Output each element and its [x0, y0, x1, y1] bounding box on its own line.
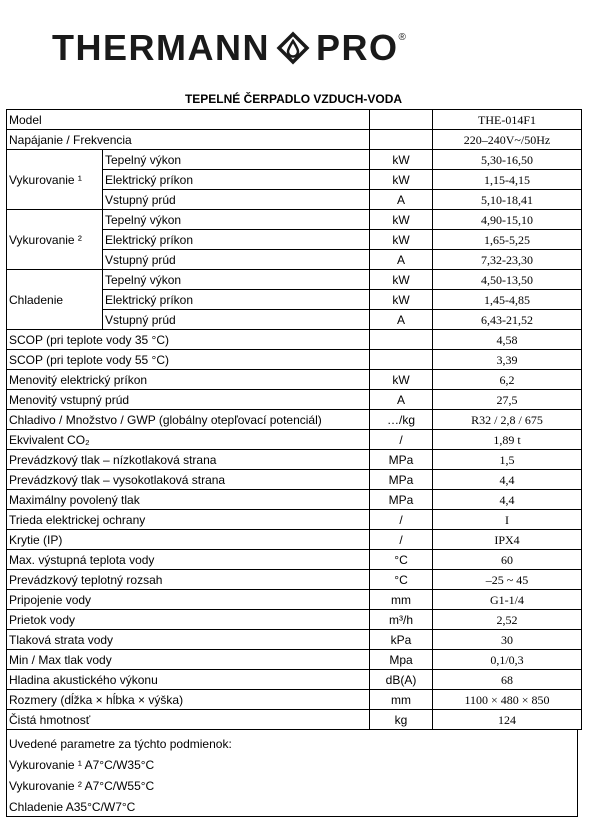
param-value: R32 / 2,8 / 675 [433, 410, 582, 430]
param-label: Menovitý elektrický príkon [7, 370, 370, 390]
document-title: TEPELNÉ ČERPADLO VZDUCH-VODA [184, 92, 403, 106]
param-label: Elektrický príkon [103, 230, 370, 250]
param-unit: kW [370, 150, 433, 170]
param-value: 0,1/0,3 [433, 650, 582, 670]
param-unit: kW [370, 370, 433, 390]
param-label: Prevádzkový tlak – nízkotlaková strana [7, 450, 370, 470]
param-value: 1,65-5,25 [433, 230, 582, 250]
param-value: 1,15-4,15 [433, 170, 582, 190]
param-label: Čistá hmotnosť [7, 710, 370, 730]
param-value: 1100 × 480 × 850 [433, 690, 582, 710]
spec-table-body [7, 110, 582, 730]
table-row [7, 670, 582, 690]
table-row [7, 550, 582, 570]
registered-mark: ® [398, 32, 406, 43]
param-unit: MPa [370, 490, 433, 510]
param-label: Prevádzkový teplotný rozsah [7, 570, 370, 590]
table-row [7, 470, 582, 490]
brand-logo [52, 28, 492, 68]
table-row [7, 450, 582, 470]
param-label: Ekvivalent CO₂ [7, 430, 370, 450]
table-row [7, 530, 582, 550]
group-label: Vykurovanie ² [7, 210, 103, 270]
notes-box [6, 729, 578, 817]
table-row [7, 370, 582, 390]
table-row [7, 210, 582, 230]
param-label: Trieda elektrickej ochrany [7, 510, 370, 530]
house-drop-icon [276, 31, 310, 65]
param-unit: A [370, 310, 433, 330]
param-value: 2,52 [433, 610, 582, 630]
note-line: Chladenie A35°C/W7°C [9, 800, 136, 814]
param-label: Elektrický príkon [103, 170, 370, 190]
param-unit: m³/h [370, 610, 433, 630]
param-unit: kW [370, 270, 433, 290]
param-label: Tlaková strata vody [7, 630, 370, 650]
param-label: Vstupný prúd [103, 310, 370, 330]
param-label: Tepelný výkon [103, 150, 370, 170]
param-unit: A [370, 190, 433, 210]
param-label: Hladina akustického výkonu [7, 670, 370, 690]
param-unit: Mpa [370, 650, 433, 670]
param-unit: / [370, 530, 433, 550]
table-row [7, 490, 582, 510]
param-unit: / [370, 510, 433, 530]
table-row [7, 350, 582, 370]
table-row [7, 570, 582, 590]
table-row [7, 650, 582, 670]
param-value: 4,90-15,10 [433, 210, 582, 230]
param-value: IPX4 [433, 530, 582, 550]
table-row [7, 590, 582, 610]
param-value: 5,10-18,41 [433, 190, 582, 210]
param-label: Rozmery (dĺžka × hĺbka × výška) [7, 690, 370, 710]
param-value: –25 ~ 45 [433, 570, 582, 590]
param-label: SCOP (pri teplote vody 35 °C) [7, 330, 370, 350]
param-label: Min / Max tlak vody [7, 650, 370, 670]
param-label: Vstupný prúd [103, 250, 370, 270]
param-label: Chladivo / Množstvo / GWP (globálny otepľovací potenciál) [7, 410, 370, 430]
param-value: 124 [433, 710, 582, 730]
note-line: Uvedené parametre za týchto podmienok: [9, 737, 232, 751]
param-unit [370, 330, 433, 350]
table-row [7, 430, 582, 450]
param-value: 4,50-13,50 [433, 270, 582, 290]
param-unit: dB(A) [370, 670, 433, 690]
param-unit: mm [370, 690, 433, 710]
param-label: Elektrický príkon [103, 290, 370, 310]
param-unit: kPa [370, 630, 433, 650]
logo-text-right: PRO [315, 27, 399, 68]
param-unit: °C [370, 570, 433, 590]
param-unit: kW [370, 290, 433, 310]
param-value: 4,4 [433, 490, 582, 510]
table-row [7, 710, 582, 730]
table-row [7, 630, 582, 650]
param-value: 5,30-16,50 [433, 150, 582, 170]
param-value: 30 [433, 630, 582, 650]
param-value: 6,2 [433, 370, 582, 390]
group-label: Vykurovanie ¹ [7, 150, 103, 210]
param-unit [370, 130, 433, 150]
param-value: 3,39 [433, 350, 582, 370]
param-value: 220–240V~/50Hz [433, 130, 582, 150]
param-label: Maximálny povolený tlak [7, 490, 370, 510]
logo-text-left: THERMANN [52, 27, 270, 68]
table-row [7, 690, 582, 710]
param-label: Tepelný výkon [103, 210, 370, 230]
param-value: 60 [433, 550, 582, 570]
table-row [7, 410, 582, 430]
param-value: G1-1/4 [433, 590, 582, 610]
param-unit: MPa [370, 450, 433, 470]
param-label: Model [7, 110, 370, 130]
param-label: Menovitý vstupný prúd [7, 390, 370, 410]
param-unit: MPa [370, 470, 433, 490]
param-label: Tepelný výkon [103, 270, 370, 290]
table-row [7, 110, 582, 130]
param-label: Max. výstupná teplota vody [7, 550, 370, 570]
param-value: 1,89 t [433, 430, 582, 450]
table-row [7, 150, 582, 170]
param-value: 7,32-23,30 [433, 250, 582, 270]
param-value: 27,5 [433, 390, 582, 410]
param-unit: A [370, 250, 433, 270]
table-row [7, 610, 582, 630]
param-unit: °C [370, 550, 433, 570]
param-value: THE-014F1 [433, 110, 582, 130]
table-row [7, 390, 582, 410]
table-row [7, 130, 582, 150]
spec-table [6, 109, 582, 730]
param-unit [370, 110, 433, 130]
param-label: SCOP (pri teplote vody 55 °C) [7, 350, 370, 370]
table-row [7, 510, 582, 530]
param-value: 4,4 [433, 470, 582, 490]
param-unit: kW [370, 210, 433, 230]
param-unit: kW [370, 170, 433, 190]
param-value: 4,58 [433, 330, 582, 350]
param-label: Prietok vody [7, 610, 370, 630]
param-value: 1,5 [433, 450, 582, 470]
table-row [7, 270, 582, 290]
param-unit [370, 350, 433, 370]
param-unit: kW [370, 230, 433, 250]
note-line: Vykurovanie ² A7°C/W55°C [9, 779, 155, 793]
param-value: 1,45-4,85 [433, 290, 582, 310]
group-label: Chladenie [7, 270, 103, 330]
param-value: 68 [433, 670, 582, 690]
param-label: Vstupný prúd [103, 190, 370, 210]
param-label: Krytie (IP) [7, 530, 370, 550]
param-unit: A [370, 390, 433, 410]
param-label: Prevádzkový tlak – vysokotlaková strana [7, 470, 370, 490]
param-value: I [433, 510, 582, 530]
param-unit: kg [370, 710, 433, 730]
param-label: Napájanie / Frekvencia [7, 130, 370, 150]
param-unit: mm [370, 590, 433, 610]
param-value: 6,43-21,52 [433, 310, 582, 330]
note-line: Vykurovanie ¹ A7°C/W35°C [9, 758, 155, 772]
param-label: Pripojenie vody [7, 590, 370, 610]
param-unit: / [370, 430, 433, 450]
table-row [7, 330, 582, 350]
param-unit: …/kg [370, 410, 433, 430]
